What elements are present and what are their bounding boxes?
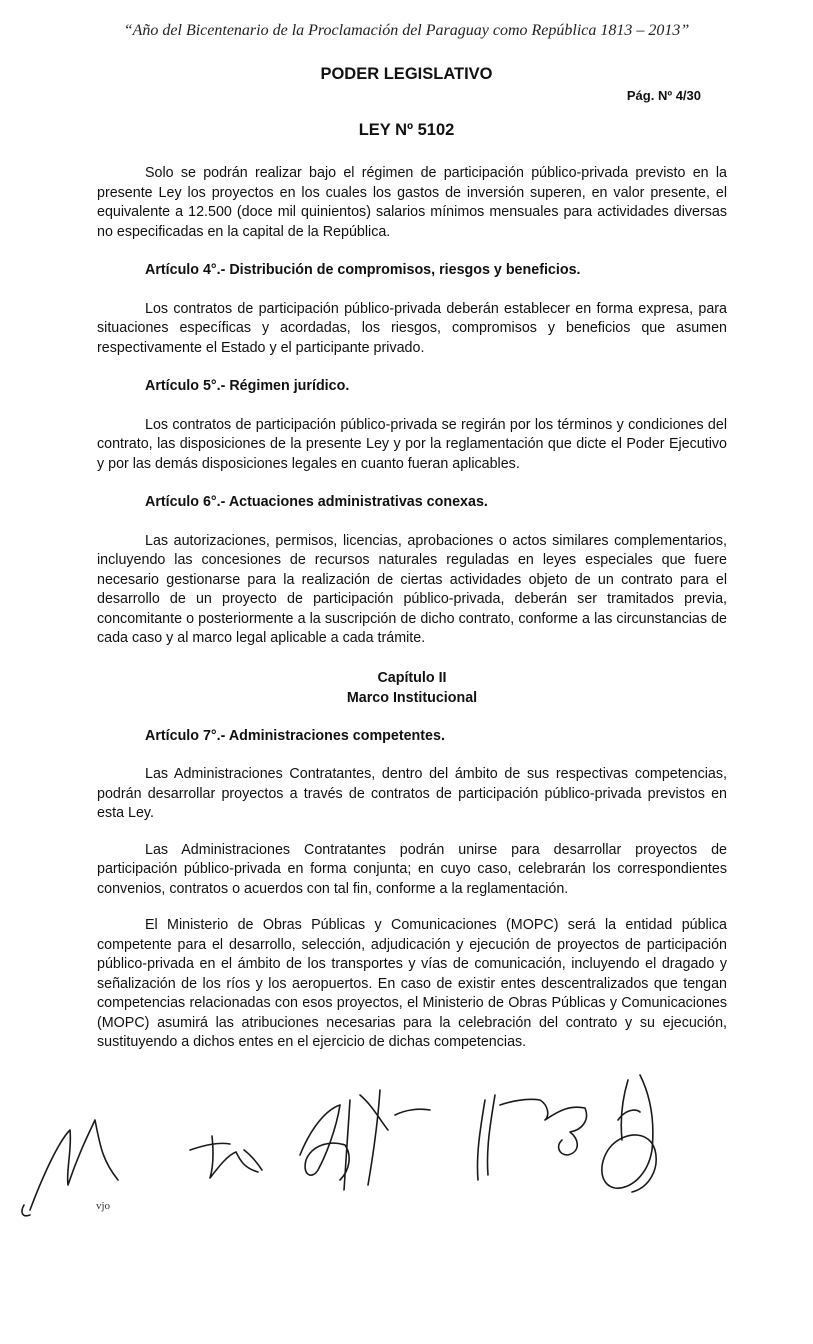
article-5-heading: Artículo 5°.- Régimen jurídico.	[145, 378, 350, 394]
chapter-number: Capítulo II	[377, 669, 447, 686]
signature-5	[602, 1075, 656, 1192]
chapter-title: Marco Institucional	[346, 689, 478, 706]
document-body	[97, 164, 727, 1053]
signature-1	[30, 1120, 118, 1210]
article-5-text: Los contratos de participación público-privada se regirán por los términos y condiciones del contrato, las disposiciones de la presente Ley y por la reglamentación que dicte el Poder Ejecutivo y por las demás disposiciones legales en cuanto fueran aplicables.	[97, 416, 727, 472]
signature-4	[477, 1095, 586, 1180]
organization-title: PODER LEGISLATIVO	[320, 65, 493, 83]
page-number: Pág. Nº 4/30	[626, 88, 701, 103]
article-7-paragraph-3: El Ministerio de Obras Públicas y Comunicaciones (MOPC) será la entidad pública competente para el desarrollo, selección, adjudicación y ejecución de proyectos de participación público-privada en el ámbito de los transportes y vías de comunicación, incluyendo el dragado y señalización de los ríos y los aeropuertos. En caso de existir entes descentralizados que tengan competencias relacionadas con esos proyectos, el Ministerio de Obras Públicas y Comunicaciones (MOPC) asumirá las atribuciones necesarias para la celebración del contrato y su ejecución, sustituyendo a dichos entes en el ejercicio de dichas competencias.	[97, 917, 727, 1050]
signature-3	[300, 1090, 430, 1190]
typist-initials: vjo	[96, 1200, 111, 1212]
chapter-heading	[97, 668, 727, 708]
article-7-paragraph-1: Las Administraciones Contratantes, dentro del ámbito de sus respectivas competencias, podrán desarrollar proyectos a través de contratos de participación público-privada previstos en esta Ley.	[97, 766, 727, 821]
intro-paragraph: Solo se podrán realizar bajo el régimen de participación público-privada previsto en la presente Ley los proyectos en los cuales los gastos de inversión superen, en valor presente, el equivalente a 12.500 (doce mil quinientos) salarios mínimos mensuales para actividades diversas no especificadas en la capital de la República.	[97, 165, 727, 240]
motto: “Año del Bicentenario de la Proclamación del Paraguay como República 1813 – 2013”	[123, 22, 690, 39]
article-6-text: Las autorizaciones, permisos, licencias, aprobaciones o actos similares complementarios, incluyendo las concesiones de recursos naturales reguladas en leyes especiales que fuere necesario gestionarse para la realización de ciertas actividades objeto de un contrato para el desarrollo de un proyecto de participación público-privada, deberán ser tramitados previa, concomitante o posteriormente a la suscripción de dicho contrato, conforme a las circunstancias de cada caso y al marco legal aplicable a cada trámite.	[97, 532, 727, 646]
article-4-text: Los contratos de participación público-privada deberán establecer en forma expresa, para situaciones específicas y acordadas, los riesgos, compromisos y beneficios que asumen respectivamente el Estado y el participante privado.	[97, 300, 727, 356]
signature-2	[190, 1136, 262, 1178]
article-6-heading: Artículo 6°.- Actuaciones administrativas conexas.	[145, 494, 488, 510]
article-4-heading: Artículo 4°.- Distribución de compromisos, riesgos y beneficios.	[145, 262, 581, 278]
article-7-paragraph-2: Las Administraciones Contratantes podrán unirse para desarrollar proyectos de participación público-privada en forma conjunta; en cuyo caso, celebrarán los correspondientes convenios, contratos o acuerdos con tal fin, conforme a la reglamentación.	[97, 841, 727, 897]
law-title: LEY Nº 5102	[358, 121, 455, 139]
signatures-area	[0, 1060, 813, 1230]
article-7-heading: Artículo 7°.- Administraciones competentes.	[145, 727, 445, 744]
